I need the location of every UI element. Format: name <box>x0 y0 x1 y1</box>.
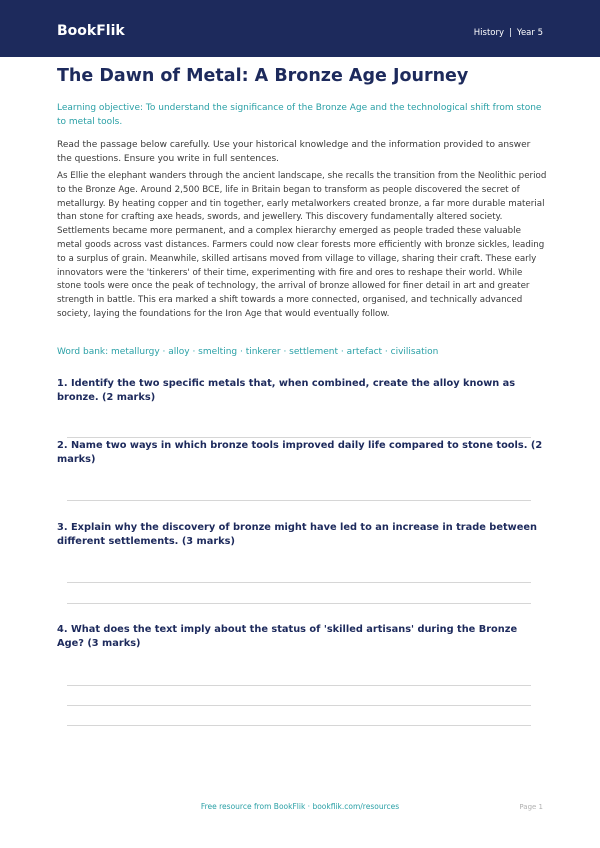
footer-resource-link[interactable]: Free resource from BookFlik · bookflik.com/resources <box>200 802 400 811</box>
question-2: 2. Name two ways in which bronze tools improved daily life compared to stone tools. (2 marks) <box>57 440 543 465</box>
answer-line[interactable] <box>67 500 531 501</box>
subject-year-label <box>474 28 543 38</box>
question-4: 4. What does the text imply about the status of 'skilled artisans' during the Bronze Age? (3 marks) <box>57 624 518 649</box>
answer-line[interactable] <box>67 705 531 706</box>
question-1: 1. Identify the two specific metals that, when combined, create the alloy known as bronze. (2 marks) <box>57 378 516 403</box>
answer-line[interactable] <box>67 685 531 686</box>
answer-line[interactable] <box>67 603 531 604</box>
page-number: Page 1 <box>519 803 543 811</box>
answer-line[interactable] <box>67 437 531 438</box>
brand-logo[interactable]: BookFlik <box>57 23 125 39</box>
answer-line[interactable] <box>67 582 531 583</box>
page-header <box>0 0 600 57</box>
answer-line[interactable] <box>67 725 531 726</box>
question-3: 3. Explain why the discovery of bronze might have led to an increase in trade between different settlements. (3 marks) <box>57 522 537 547</box>
header-separator: | <box>509 28 512 38</box>
reading-passage: As Ellie the elephant wanders through the ancient landscape, she recalls the transition from the Neolithic period to the Bronze Age. Around 2,500 BCE, life in Britain began to transform as people discovered the secret of metallurgy. By heating copper and tin together, early metalworkers created bronze, a far more durable material than stone for crafting axe heads, swords, and jewellery. This discovery fundamentally altered society. Settlements became more permanent, and a complex hierarchy emerged as people traded these valuable metal goods across vast distances. Farmers could now clear forests more efficiently with bronze sickles, leading to a surplus of grain. Meanwhile, skilled artisans moved from village to village, sharing their craft. These early innovators were the 'tinkerers' of their time, experimenting with fire and ores to reshape their world. While stone tools were once the peak of technology, the arrival of bronze allowed for finer detail in art and greater strength in battle. This era marked a shift towards a more connected, organised, and technically advanced society, laying the foundations for the Iron Age that would eventually follow. <box>57 171 547 319</box>
subject-label: History <box>473 28 505 38</box>
worksheet-title: The Dawn of Metal: A Bronze Age Journey <box>57 66 469 86</box>
year-label: Year 5 <box>516 28 543 38</box>
instructions-text: Read the passage below carefully. Use your historical knowledge and the information provided to answer the questions. Ensure you write in full sentences. <box>57 140 531 164</box>
word-bank: Word bank: metallurgy · alloy · smelting · tinkerer · settlement · artefact · civilisation <box>57 347 439 357</box>
learning-objective: Learning objective: To understand the significance of the Bronze Age and the technological shift from stone to metal tools. <box>57 103 542 127</box>
